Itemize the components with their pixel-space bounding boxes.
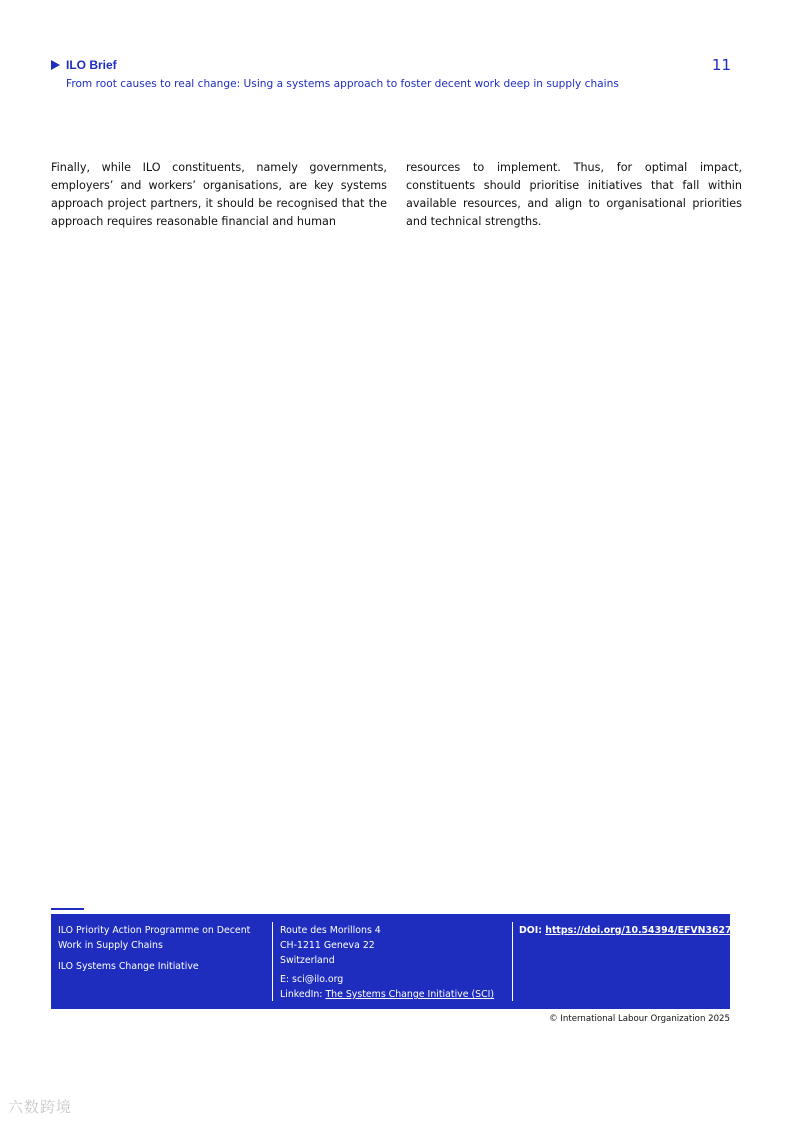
footer-accent-line [51, 908, 84, 910]
footer-doi-column [519, 923, 732, 938]
linkedin-link[interactable]: The Systems Change Initiative (SCI) [325, 989, 495, 1000]
footer-divider [272, 922, 273, 1001]
programme-name-line-1: ILO Priority Action Programme on Decent [58, 925, 251, 936]
footer-divider [512, 922, 513, 1001]
doi-link[interactable]: https://doi.org/10.54394/EFVN3627 [545, 925, 732, 936]
address-line-1: Route des Morillons 4 [280, 925, 381, 936]
body-column-right: resources to implement. Thus, for optimal impact, constituents should prioritise initiatives that fall within available resources, and align to organisational priorities and technical strengths. [406, 161, 742, 228]
brief-label-row [51, 57, 117, 73]
doi-label: DOI: [519, 925, 542, 936]
play-arrow-icon [51, 60, 60, 70]
address-line-3: Switzerland [280, 955, 335, 966]
programme-name-line-2: Work in Supply Chains [58, 940, 163, 951]
footer-address-column [280, 923, 510, 1002]
contact-footer [51, 914, 730, 1009]
copyright-notice: © International Labour Organization 2025 [549, 1014, 730, 1024]
page-header [51, 57, 741, 97]
document-subtitle: From root causes to real change: Using a systems approach to foster decent work deep in supply chains [66, 78, 619, 90]
footer-organisation-column [58, 923, 263, 974]
brief-title: ILO Brief [66, 58, 117, 72]
page-number: 11 [711, 56, 731, 74]
initiative-name: ILO Systems Change Initiative [58, 961, 199, 972]
body-text [51, 159, 742, 231]
watermark-logo: 六数跨境 [8, 1098, 73, 1116]
doi-row [519, 923, 732, 938]
address-line-2: CH-1211 Geneva 22 [280, 940, 375, 951]
linkedin-label: LinkedIn: [280, 989, 323, 1000]
email-contact: E: sci@ilo.org [280, 974, 344, 985]
linkedin-row [280, 987, 510, 1002]
body-column-left: Finally, while ILO constituents, namely governments, employers’ and workers’ organisations, are key systems approach project partners, it should be recognised that the approach requires reasonable financial and human [51, 161, 387, 228]
